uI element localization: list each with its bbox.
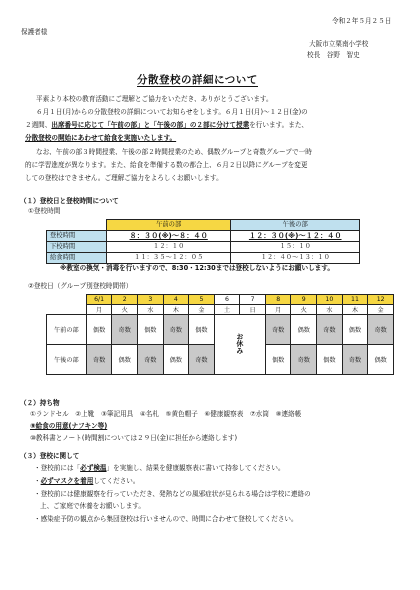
rule-temperature-underlined: 必ず検温 xyxy=(80,464,107,472)
belongings-line3: ⑩教科書とノート(時間割については２９日(金)に担任から連絡します) xyxy=(30,434,238,442)
schedule-cell: 奇数 xyxy=(291,345,317,375)
schedule-weekday: 火 xyxy=(291,305,317,315)
belongings-line2 xyxy=(30,422,107,430)
section1-sub2: ②登校日（グループ別登校時間帯） xyxy=(28,282,133,290)
time-table-header-am: 午前の部 xyxy=(106,220,231,231)
schedule-weekday: 金 xyxy=(368,305,394,315)
schedule-cell: 偶数 xyxy=(265,345,291,375)
intro-p2a: ６月１日(月)からの分散登校の詳細についてお知らせをします。６月１日(月)～１２日(金)の xyxy=(36,108,308,116)
time-table xyxy=(46,219,360,264)
schedule-weekday: 月 xyxy=(86,305,112,315)
schedule-weekday: 水 xyxy=(317,305,343,315)
recipient: 保護者様 xyxy=(21,28,48,36)
schedule-cell: 偶数 xyxy=(189,315,215,345)
schedule-date: 3 xyxy=(138,295,164,305)
schedule-corner xyxy=(47,295,87,315)
schedule-cell: 偶数 xyxy=(112,345,138,375)
schedule-cell: 偶数 xyxy=(86,315,112,345)
schedule-cell: 奇数 xyxy=(163,315,189,345)
schedule-cell: 奇数 xyxy=(317,315,343,345)
schedule-date: 7 xyxy=(240,295,266,305)
schedule-cell: 偶数 xyxy=(163,345,189,375)
schedule-weekday: 火 xyxy=(112,305,138,315)
section2-heading: （２）持ち物 xyxy=(20,399,60,407)
schedule-weekday: 月 xyxy=(265,305,291,315)
holiday-label: お休み xyxy=(235,333,244,354)
time-table-cell: １５：１０ xyxy=(231,242,360,253)
time-note: ※教室の換気・消毒を行いますので、8:30・12:30までは登校しないようにお願いします。 xyxy=(60,264,334,272)
arrival-pm-value: １２：３０(※)～１２：４０ xyxy=(248,231,342,240)
intro-p1: 平素より本校の教育活動にご理解とご協力をいただき、ありがとうございます。 xyxy=(36,95,273,103)
document-title xyxy=(137,72,258,87)
schedule-date: 6/1 xyxy=(86,295,112,305)
rule-temperature-pre: ・登校前には「 xyxy=(34,464,81,472)
belongings-line2-text: ⑨給食の用意(ナフキン等) xyxy=(30,422,108,430)
schedule-date: 2 xyxy=(112,295,138,305)
rule-temperature-post: 」を実施し、結果を健康観察表に書いて持参してください。 xyxy=(106,464,285,472)
time-table-cell: １１：３５～１２：０５ xyxy=(106,253,231,264)
schedule-date: 12 xyxy=(368,295,394,305)
intro-p2c xyxy=(25,134,176,142)
time-table-cell xyxy=(231,231,360,242)
schedule-pm-label: 午後の部 xyxy=(47,345,87,375)
intro-p3c: しての登校はできません。ご理解ご協力をよろしくお願いします。 xyxy=(25,174,223,182)
time-table-row-label: 給食時間 xyxy=(47,253,107,264)
schedule-date: 10 xyxy=(317,295,343,305)
rule-mask-post: してください。 xyxy=(93,477,140,485)
schedule-cell: 偶数 xyxy=(291,315,317,345)
time-table-cell: １２：１０ xyxy=(106,242,231,253)
schedule-date: 5 xyxy=(189,295,215,305)
time-table-header-pm: 午後の部 xyxy=(231,220,360,231)
schedule-table xyxy=(46,294,394,375)
schedule-cell: 奇数 xyxy=(368,315,394,345)
school-name: 大阪市立栗南小学校 xyxy=(309,40,369,48)
schedule-cell: 偶数 xyxy=(368,345,394,375)
schedule-cell: 奇数 xyxy=(265,315,291,345)
intro-p3a: なお、午前の部３時間授業、午後の部２時間授業のため、偶数グループと奇数グループで一時 xyxy=(36,148,312,156)
section1-sub1: ①登校時間 xyxy=(28,207,61,215)
belongings-line1: ①ランドセル ②上靴 ③筆記用具 ④名札 ⑤黄色帽子 ⑥健康観察表 ⑦水筒 ⑧連絡帳 xyxy=(30,410,302,418)
schedule-cell: 奇数 xyxy=(112,315,138,345)
time-table-row-label: 登校時間 xyxy=(47,231,107,242)
intro-p2b xyxy=(25,121,308,129)
intro-p2b-pre: ２週間、 xyxy=(25,121,52,129)
schedule-cell: 偶数 xyxy=(138,315,164,345)
time-table-row-label: 下校時間 xyxy=(47,242,107,253)
intro-p2b-post: を行います。また、 xyxy=(249,121,309,129)
rule-health-a: ・登校前には健康観察を行っていただき、発熱などの風邪症状が見られる場合は学校に連絡の xyxy=(34,490,311,498)
arrival-am-value: ８：３０(※)～８：４０ xyxy=(129,231,208,240)
schedule-holiday xyxy=(214,315,265,375)
schedule-cell: 偶数 xyxy=(342,315,368,345)
schedule-date: 4 xyxy=(163,295,189,305)
principal-name: 校長 谷野 智史 xyxy=(307,51,360,59)
rule-no-group: ・感染症予防の観点から集団登校は行いませんので、時間に合わせて登校してください。 xyxy=(34,515,298,523)
rule-mask-pre: ・ xyxy=(34,477,41,485)
time-table-corner xyxy=(47,220,107,231)
rule-mask-underlined: 必ずマスクを着用 xyxy=(40,477,94,485)
schedule-weekday: 日 xyxy=(240,305,266,315)
rule-health-b: 上、ご家庭で休養をお願いします。 xyxy=(40,502,145,510)
schedule-cell: 偶数 xyxy=(317,345,343,375)
section3-heading: （３）登校に関して xyxy=(20,452,80,460)
section1-heading: （１）登校日と登校時間について xyxy=(20,197,119,205)
schedule-weekday: 木 xyxy=(163,305,189,315)
schedule-weekday: 水 xyxy=(138,305,164,315)
schedule-weekday: 土 xyxy=(214,305,240,315)
rule-mask xyxy=(34,477,140,485)
schedule-date: 6 xyxy=(214,295,240,305)
schedule-cell: 奇数 xyxy=(138,345,164,375)
time-table-cell xyxy=(106,231,231,242)
document-date: 令和２年５月２５日 xyxy=(332,17,392,25)
schedule-date: 9 xyxy=(291,295,317,305)
intro-p3b: 的に学習進度が異なります。また、給食を準備する数の都合上、６月２日以降にグループを変更 xyxy=(25,161,308,169)
time-table-cell: １２：４０～１３：１０ xyxy=(231,253,360,264)
rule-temperature xyxy=(34,464,285,472)
schedule-cell: 奇数 xyxy=(86,345,112,375)
schedule-date: 8 xyxy=(265,295,291,305)
schedule-am-label: 午前の部 xyxy=(47,315,87,345)
title-text: 分散登校の詳細について xyxy=(137,74,258,86)
intro-p2b-underlined: 出席番号に応じて「午前の部」と「午後の部」の２部に分けて授業 xyxy=(51,121,250,129)
schedule-weekday: 木 xyxy=(342,305,368,315)
schedule-weekday: 金 xyxy=(189,305,215,315)
intro-p2c-underlined: 分散登校の開始にあわせて給食を実施いたします。 xyxy=(25,134,177,142)
schedule-cell: 奇数 xyxy=(342,345,368,375)
schedule-cell: 奇数 xyxy=(189,345,215,375)
schedule-date: 11 xyxy=(342,295,368,305)
